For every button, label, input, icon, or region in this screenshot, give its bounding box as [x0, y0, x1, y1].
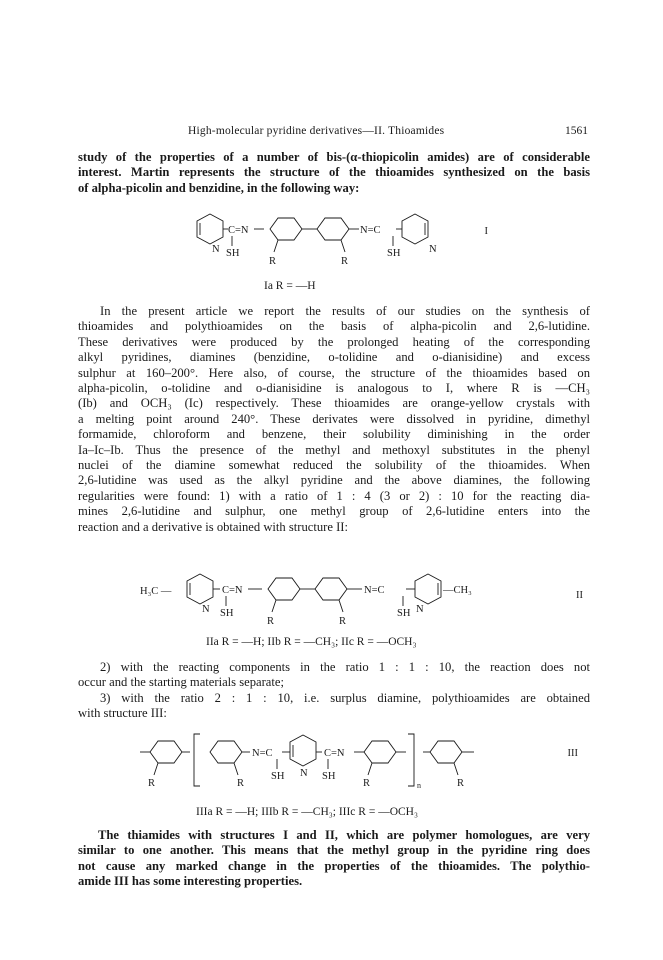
substituent-label: H₃C — [140, 586, 172, 597]
substituent-label: —CH₃ [443, 585, 472, 596]
bond-line [339, 600, 343, 612]
running-header [78, 125, 588, 141]
substituent-label: R [269, 256, 277, 267]
text-line: similar to one another. This means that the methyl group in the pyridine ring does [78, 843, 590, 858]
paragraph-ratios [78, 660, 590, 722]
substituent-label: R [341, 256, 349, 267]
structure-caption-II: IIa R = —H; IIb R = —CH₃; IIc R = —OCH₃ [206, 636, 417, 648]
pyridine-ring [187, 574, 213, 604]
repeat-bracket-left [194, 734, 200, 786]
chemical-structure-III [140, 728, 580, 806]
repeat-subscript: n [417, 781, 421, 790]
paragraph-results [78, 304, 590, 535]
atom-label: N [202, 604, 210, 615]
text-line: These derivatives were produced by the prolonged heating of the corresponding [78, 334, 590, 349]
bond-line [341, 240, 345, 252]
phenyl-ring [317, 218, 349, 240]
text-line: occur and the starting materials separate; [78, 675, 284, 690]
bond-text: C=N [222, 585, 243, 596]
bond-line [368, 763, 372, 775]
bond-text: C=N [228, 225, 249, 236]
text-line: Ia–Ic–Ib. Thus the presence of the methyl and methoxyl substitutes in the phenyl [78, 442, 590, 457]
substituent-label: R [267, 616, 275, 627]
atom-label: SH [322, 771, 336, 782]
substituent-label: R [339, 616, 347, 627]
atom-label: SH [220, 608, 234, 619]
bond-line [154, 763, 158, 775]
text-line: amide III has some interesting properties. [78, 874, 303, 889]
structure-caption-III: IIIa R = —H; IIIb R = —CH₃; IIIc R = —OCH₃ [196, 806, 418, 818]
pyridine-ring [415, 574, 441, 604]
paragraph-intro [78, 150, 590, 196]
structure-number: I [484, 226, 488, 237]
phenyl-ring [270, 218, 302, 240]
chemical-structure-I [190, 208, 490, 278]
phenyl-ring [315, 578, 347, 600]
bond-line [234, 763, 238, 775]
bond-text: N=C [364, 585, 385, 596]
text-line: 3) with the ratio 2 : 1 : 10, i.e. surplus diamine, polythioamides are obtained [100, 690, 590, 705]
text-line: thioamides and polythioamides on the basis of alpha-picolin and 2,6-lutidine. [78, 319, 590, 334]
atom-label: SH [271, 771, 285, 782]
structure-caption-I: Ia R = —H [264, 280, 316, 292]
bond-line [454, 763, 458, 775]
bond-line [274, 240, 278, 252]
atom-label: N [416, 604, 424, 615]
running-title: High-molecular pyridine derivatives—II. Thioamides [188, 125, 445, 137]
text-line: interest. Martin represents the structure of the thioamides synthesized on the basis [78, 165, 590, 180]
phenyl-ring [210, 741, 242, 763]
text-line: regularities were found: 1) with a ratio of 1 : 4 (3 or 2) : 10 for the reacting dia- [78, 488, 590, 503]
phenyl-ring [150, 741, 182, 763]
substituent-label: R [148, 778, 156, 789]
atom-label: SH [387, 248, 401, 259]
text-line: alkyl pyridines, diamines (benzidine, o-tolidine and o-dianisidine) and excess [78, 350, 590, 365]
text-line: nuclei of the diamine somewhat reduced the solubility of the thioamides. When [78, 458, 590, 473]
atom-label: N [429, 244, 437, 255]
bond-text: N=C [360, 225, 381, 236]
text-line: formamide, chloroform and benzene, their solubility diminishing in the order [78, 427, 590, 442]
text-line: 2) with the reacting components in the ratio 1 : 1 : 10, the reaction does not [100, 660, 590, 674]
text-line: alpha-picolin, o-tolidine and o-dianisidine is analogous to I, where R is —CH₃ [78, 381, 590, 396]
phenyl-ring [430, 741, 462, 763]
text-line: a melting point around 240°. These derivates were dissolved in pyridine, dimethyl [78, 411, 590, 426]
page-number: 1561 [565, 125, 588, 137]
structure-number: III [567, 748, 578, 759]
text-line: with structure III: [78, 706, 167, 721]
paragraph-conclusion [78, 828, 590, 890]
pyridine-ring [290, 735, 316, 766]
substituent-label: R [363, 778, 371, 789]
bond-text: C=N [324, 748, 345, 759]
text-line: mines 2,6-lutidine and sulphur, one methyl group of 2,6-lutidine enters into the [78, 504, 590, 519]
atom-label: SH [397, 608, 411, 619]
text-line: 2,6-lutidine was used as the alkyl pyridine and the above diamines, the following [78, 473, 590, 488]
text-line: reaction and a derivative is obtained with structure II: [78, 519, 348, 534]
phenyl-ring [268, 578, 300, 600]
atom-label: SH [226, 248, 240, 259]
text-line: not cause any marked change in the properties of the thioamides. The polythio- [78, 858, 590, 873]
substituent-label: R [237, 778, 245, 789]
atom-label: N [212, 244, 220, 255]
substituent-label: R [457, 778, 465, 789]
text-line: of alpha-picolin and benzidine, in the following way: [78, 180, 360, 195]
atom-label: N [300, 768, 308, 779]
pyridine-ring [402, 214, 428, 244]
bond-line [272, 600, 276, 612]
structure-number: II [576, 590, 583, 601]
repeat-bracket-right [408, 734, 414, 786]
text-line: The thiamides with structures I and II, which are polymer homologues, are very [98, 828, 590, 842]
phenyl-ring [364, 741, 396, 763]
text-line: sulphur at 160–200°. Here also, of course, the structure of the thioamides based on [78, 365, 590, 380]
chemical-structure-II [140, 568, 585, 638]
bond-text: N=C [252, 748, 273, 759]
pyridine-ring [197, 214, 223, 244]
text-line: In the present article we report the results of our studies on the synthesis of [100, 304, 590, 318]
text-line: (Ib) and OCH₃ (Ic) respectively. These thioamides are orange-yellow crystals with [78, 396, 590, 411]
text-line: study of the properties of a number of bis-(α-thiopicolin amides) are of considerable [78, 150, 590, 164]
